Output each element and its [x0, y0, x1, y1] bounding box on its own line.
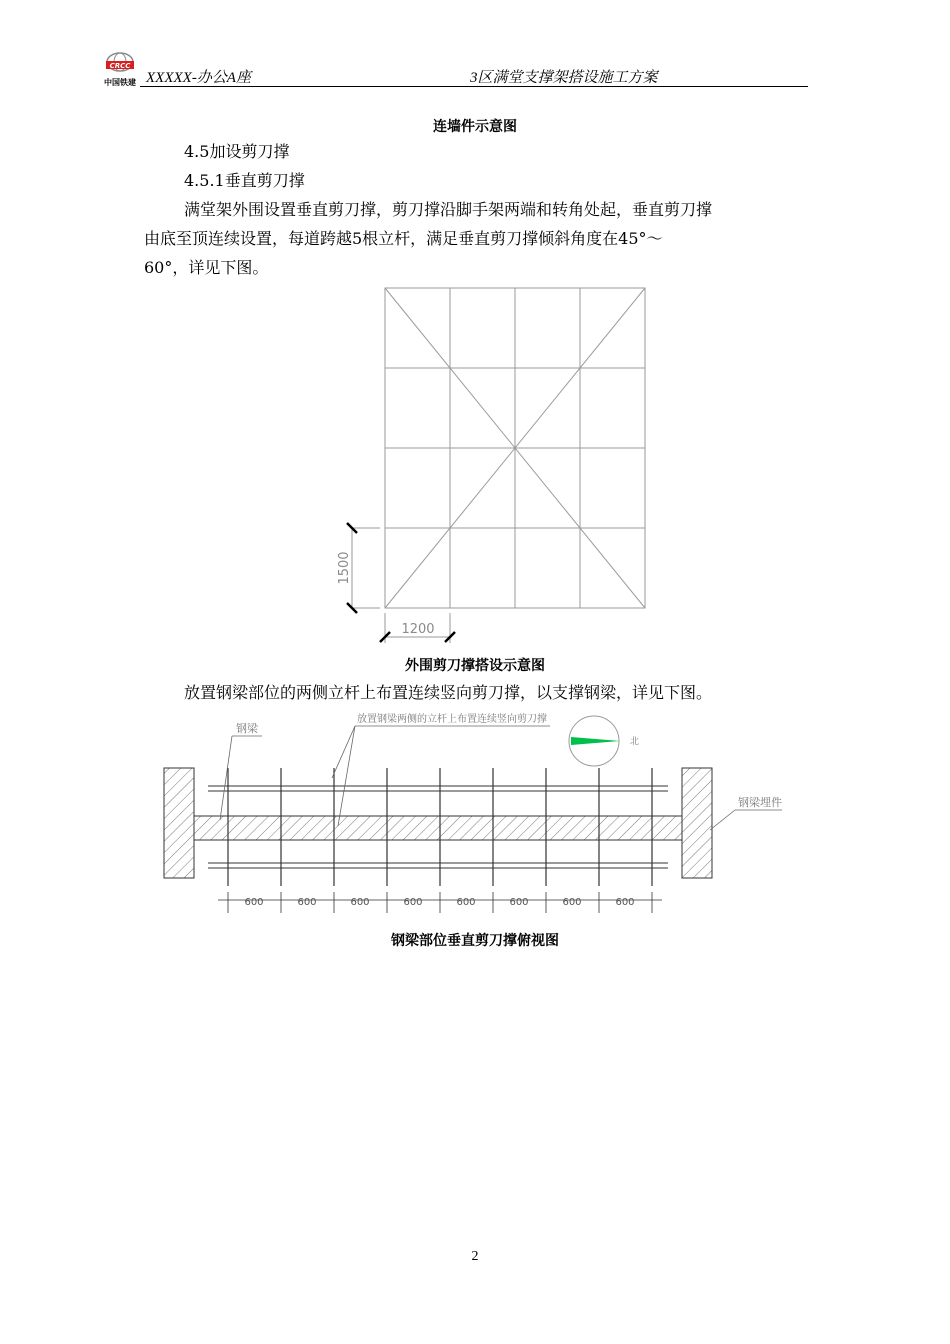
paragraph-1-line-1: 满堂架外围设置垂直剪刀撑，剪刀撑沿脚手架两端和转角处起，垂直剪刀撑 [184, 200, 713, 219]
dim-1200: 1200 [401, 622, 435, 637]
heading-4-5: 4.5加设剪刀撑 [184, 142, 290, 161]
dim-600-2: 600 [297, 897, 317, 908]
header-title: 3区满堂支撑架搭设施工方案 [470, 70, 658, 86]
page-number: 2 [471, 1249, 479, 1264]
dim-600-7: 600 [562, 897, 582, 908]
paragraph-1-line-3: 60°，详见下图。 [144, 258, 269, 277]
caption-wall-tie: 连墙件示意图 [433, 119, 517, 135]
dim-1500: 1500 [337, 551, 352, 585]
beam-plan-diagram [150, 708, 790, 923]
heading-4-5-1: 4.5.1垂直剪刀撑 [184, 171, 305, 190]
caption-beam-plan: 钢梁部位垂直剪刀撑俯视图 [391, 933, 559, 949]
outer-brace-diagram [330, 283, 660, 643]
label-embed: 钢梁埋件 [738, 796, 782, 809]
dim-600-8: 600 [615, 897, 635, 908]
header-rule [140, 86, 808, 87]
label-note: 放置钢梁两侧的立杆上布置连续竖向剪刀撑 [357, 714, 547, 725]
caption-outer-brace: 外围剪刀撑搭设示意图 [405, 658, 545, 674]
dim-600-5: 600 [456, 897, 476, 908]
north-label: 北 [630, 737, 640, 747]
dim-600-6: 600 [509, 897, 529, 908]
paragraph-1-line-2: 由底至顶连续设置，每道跨越5根立杆，满足垂直剪刀撑倾斜角度在45°～ [144, 229, 663, 248]
dim-600-1: 600 [244, 897, 264, 908]
company-logo [100, 48, 140, 88]
header-project: XXXXX-办公A座 [146, 70, 251, 86]
label-beam: 钢梁 [236, 722, 258, 735]
logo-mark: CRCC [109, 62, 131, 70]
paragraph-2: 放置钢梁部位的两侧立杆上布置连续竖向剪刀撑，以支撑钢梁，详见下图。 [184, 683, 713, 702]
logo-text: 中国铁建 [104, 78, 136, 87]
dim-600-4: 600 [403, 897, 423, 908]
dim-600-3: 600 [350, 897, 370, 908]
north-arrow-icon [569, 716, 639, 766]
logo-icon [100, 48, 140, 88]
